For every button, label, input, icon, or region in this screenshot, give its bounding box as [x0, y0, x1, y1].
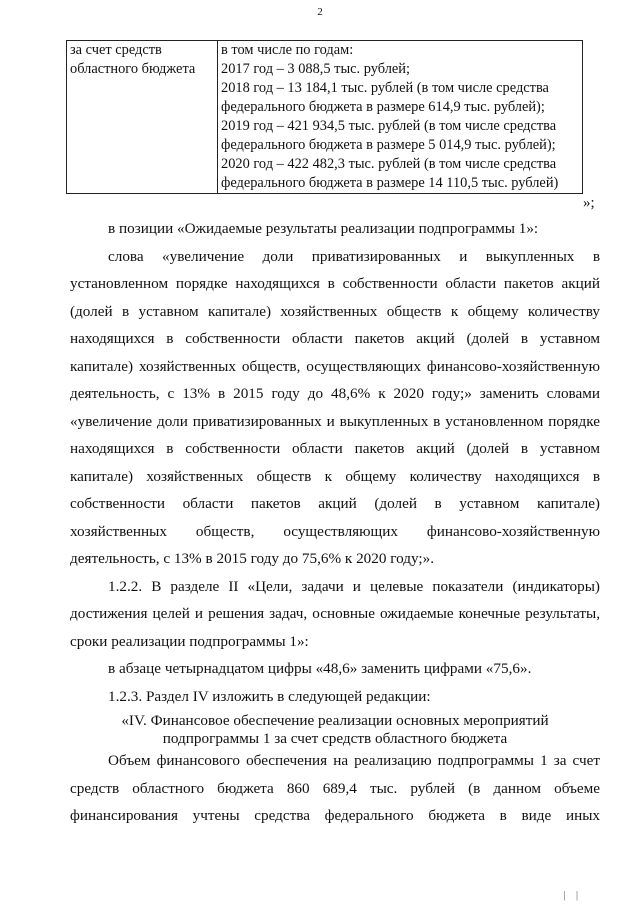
section-heading: [70, 712, 600, 748]
table-line: 2020 год – 422 482,3 тыс. рублей (в том числе средства федерального бюджета в размере 14 110,5 тыс. рублей): [221, 156, 559, 191]
budget-table: [66, 40, 583, 194]
paragraph-section-ii: 1.2.2. В разделе II «Цели, задачи и целевые показатели (индикаторы) достижения целей и решения задач, основные ожидаемые конечные результаты, сроки реализации подпрограммы 1»:: [70, 577, 600, 650]
section-heading-line1: «IV. Финансовое обеспечение реализации основных мероприятий: [121, 712, 549, 729]
table-label-cell: за счет средств областного бюджета: [67, 41, 218, 194]
body-text-lower: [70, 747, 600, 830]
paragraph-funding: Объем финансового обеспечения на реализацию подпрограммы 1 за счет средств областного бюджета 860 689,4 тыс. рублей (в данном объеме финансирования учтены средства федерального бюджета в виде иных: [70, 752, 600, 824]
corner-marks: | |: [563, 890, 582, 901]
table-line: в том числе по годам:: [221, 42, 354, 58]
page-number: 2: [317, 6, 323, 18]
table-line: 2019 год – 421 934,5 тыс. рублей (в том числе средства федерального бюджета в размере 5 014,9 тыс. рублей);: [221, 118, 557, 153]
body-text-upper: [70, 215, 600, 710]
table-line: 2018 год – 13 184,1 тыс. рублей (в том числе средства федерального бюджета в размере 614,9 тыс. рублей);: [221, 80, 549, 115]
paragraph-abzac: в абзаце четырнадцатом цифры «48,6» заменить цифрами «75,6».: [108, 660, 532, 677]
paragraph-section-iv: 1.2.3. Раздел IV изложить в следующей редакции:: [108, 687, 431, 705]
section-heading-line2: подпрограммы 1 за счет средств областного бюджета: [162, 730, 508, 747]
table-row: [67, 41, 583, 194]
table-value-cell: [218, 41, 583, 194]
paragraph-replacement: слова «увеличение доли приватизированных и выкупленных в установленном порядке находящихся в собственности области пакетов акций (долей в уставном капитале) хозяйственных обществ к общему количеству находящихся в собственности области пакетов акций (долей в уставном капитале) хозяйственных обществ, осуществляющих финансово-хозяйственную деятельность, с 13% в 2015 году до 48,6% к 2020 году;» заменить словами «увеличение доли приватизированных и выкупленных в установленном порядке находящихся в собственности области пакетов акций (долей в уставном капитале) хозяйственных обществ к общему количеству находящихся в собственности области пакетов акций (долей в уставном капитале) хозяйственных обществ, осуществляющих финансово-хозяйственную деятельность, с 13% в 2015 году до 75,6% к 2020 году;».: [70, 247, 600, 567]
paragraph-position: в позиции «Ожидаемые результаты реализации подпрограммы 1»:: [108, 220, 539, 237]
table-line: 2017 год – 3 088,5 тыс. рублей;: [221, 61, 410, 77]
table-closing-quote: »;: [583, 195, 595, 211]
